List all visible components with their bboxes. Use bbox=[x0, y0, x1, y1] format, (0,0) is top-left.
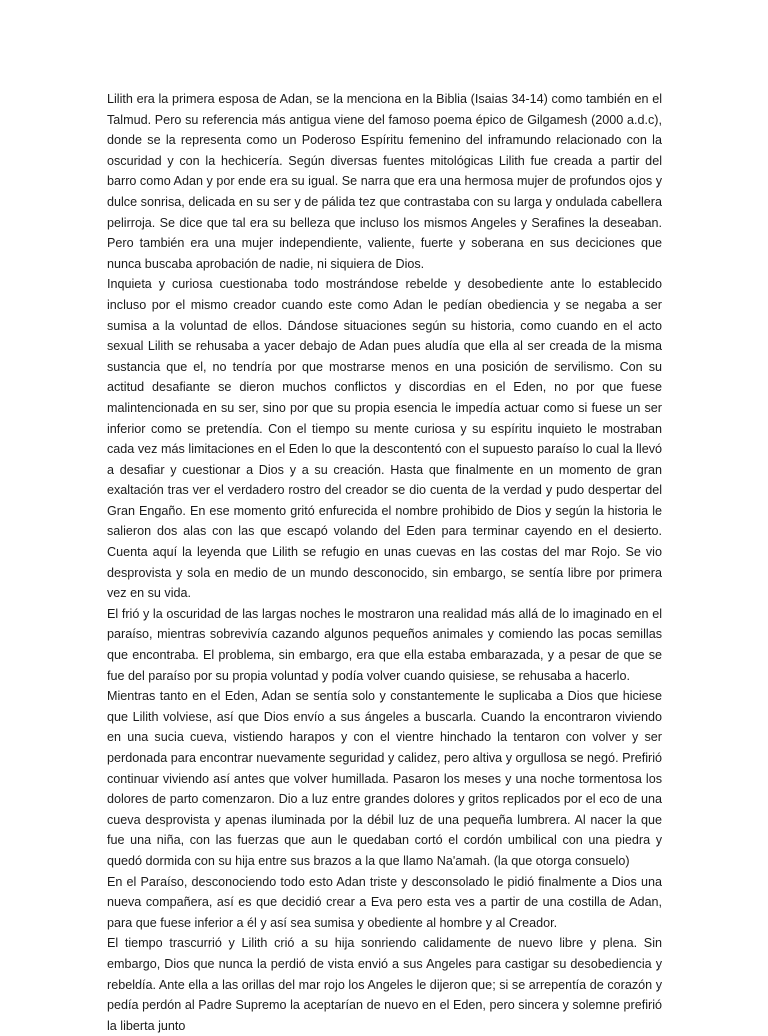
paragraph-2: Inquieta y curiosa cuestionaba todo mostrándose rebelde y desobediente ante lo establecido incluso por el mismo creador cuando este como Adan le pedían obediencia y se negaba a ser sumisa a la voluntad de ellos. Dándose situaciones según su historia, como cuando en el acto sexual Lilith se rehusaba a yacer debajo de Adan pues aludía que ella al ser creada de la misma sustancia que el, no tendría por que mostrarse menos en una posición de servilismo. Con su actitud desafiante se dieron muchos conflictos y discordias en el Eden, no por que fuese malintencionada en su ser, sino por que su propia esencia le impedía actuar como si fuese un ser inferior como se pretendía. Con el tiempo su mente curiosa y su espíritu inquieto le mostraban cada vez más limitaciones en el Eden lo que la descontentó con el supuesto paraíso lo cual la llevó a desafiar y cuestionar a Dios y a su creación. Hasta que finalmente en un momento de gran exaltación tras ver el verdadero rostro del creador se dio cuenta de la verdad y pudo despertar del Gran Engaño. En ese momento gritó enfurecida el nombre prohibido de Dios y según la historia le salieron dos alas con las que escapó volando del Eden para terminar cayendo en el desierto. Cuenta aquí la leyenda que Lilith se refugio en unas cuevas en las costas del mar Rojo. Se vio desprovista y sola en medio de un mundo desconocido, sin embargo, se sentía libre por primera vez en su vida. bbox=[107, 277, 662, 601]
paragraph-6: El tiempo trascurrió y Lilith crió a su hija sonriendo calidamente de nuevo libre y plena. Sin embargo, Dios que nunca la perdió de vista envió a sus Angeles para castigar su desobediencia y rebeldía. Ante ella a las orillas del mar rojo los Angeles le dijeron que; si se arrepentía de corazón y pedía perdón al Padre Supremo la aceptarían de nuevo en el Eden, pero sincera y solemne prefirió la liberta junto bbox=[107, 936, 662, 1033]
paragraph-3: El frió y la oscuridad de las largas noches le mostraron una realidad más allá de lo imaginado en el paraíso, mientras sobrevivía cazando algunos pequeños animales y comiendo las pocas semillas que encontraba. El problema, sin embargo, era que ella estaba embarazada, y a pesar de que se fue del paraíso por su propia voluntad y podía volver cuando quisiese, se rehusaba a hacerlo. bbox=[107, 606, 662, 683]
paragraph-1: Lilith era la primera esposa de Adan, se la menciona en la Biblia (Isaias 34-14) como también en el Talmud. Pero su referencia más antigua viene del famoso poema épico de Gilgamesh (2000 a.d.c), donde se la representa como un Poderoso Espíritu femenino del inframundo relacionado con la oscuridad y con la hechicería. Según diversas fuentes mitológicas Lilith fue creada a partir del barro como Adan y por ende era su igual. Se narra que era una hermosa mujer de profundos ojos y dulce sonrisa, delicada en su ser y de pálida tez que contrastaba con su larga y ondulada cabellera pelirroja. Se dice que tal era su belleza que incluso los mismos Angeles y Serafines la deseaban. Pero también era una mujer independiente, valiente, fuerte y soberana en sus deciciones que nunca buscaba aprobación de nadie, ni siquiera de Dios. bbox=[107, 92, 662, 271]
paragraph-5: En el Paraíso, desconociendo todo esto Adan triste y desconsolado le pidió finalmente a Dios una nueva compañera, así es que decidió crear a Eva pero esta ves a partir de una costilla de Adan, para que fuese inferior a él y así sea sumisa y obediente al hombre y al Creador. bbox=[107, 874, 662, 930]
body-text bbox=[107, 89, 662, 1036]
paragraph-4: Mientras tanto en el Eden, Adan se sentía solo y constantemente le suplicaba a Dios que hiciese que Lilith volviese, así que Dios envío a sus ángeles a buscarla. Cuando la encontraron viviendo en una sucia cueva, vistiendo harapos y con el vientre hinchado la tentaron con volver y ser perdonada para encontrar nuevamente seguridad y calidez, pero altiva y orgullosa se negó. Prefirió continuar viviendo así antes que volver humillada. Pasaron los meses y una noche tormentosa los dolores de parto comenzaron. Dio a luz entre grandes dolores y gritos replicados por el eco de una cueva desprovista y apenas iluminada por la débil luz de una pequeña lumbrera. Al nacer la que fue una niña, con las fuerzas que aun le quedaban cortó el cordón umbilical con una piedra y quedó dormida con su hija entre sus brazos a la que llamo Na'amah. (la que otorga consuelo) bbox=[107, 689, 662, 868]
